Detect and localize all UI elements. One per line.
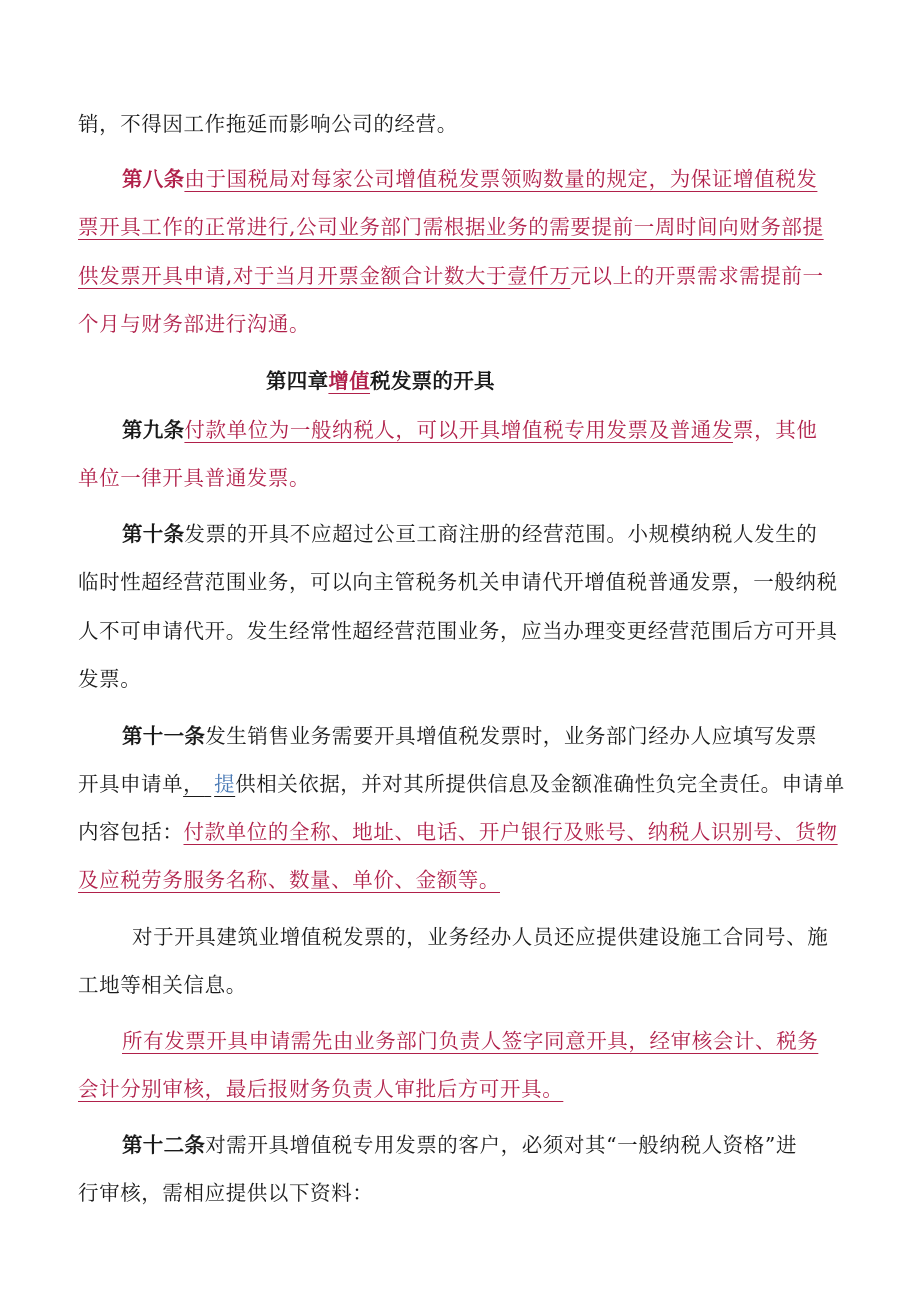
chapter-4-heading (266, 367, 495, 395)
text: 行审核，需相应提供以下资料： (78, 1181, 374, 1205)
tracked-text: 个月与财务部进行沟通。 (78, 312, 311, 336)
text: 对需开具增值税专用发票的客户，必须对其“一般纳税人资格”进 (205, 1133, 798, 1157)
article-12-line-1 (122, 1131, 797, 1159)
article-11-line-1 (122, 722, 817, 750)
tracked-space (204, 770, 214, 798)
article-10-heading: 第十条 (122, 522, 185, 546)
article-12-heading: 第十二条 (122, 1133, 206, 1157)
tracked-text: 会计分别审核，最后报财务负责人审批后方可开具。 (78, 1077, 564, 1101)
text: 工地等相关信息。 (78, 973, 247, 997)
text: 发票的开具不应超过公亘工商注册的经营范围。小规模纳税人发生的 (184, 522, 818, 546)
tracked-text: 提 (214, 772, 236, 796)
text: 发生销售业务需要开具增值税发票时，业务部门经办人应填写发票 (205, 724, 818, 748)
article-11-line-2 (78, 770, 845, 798)
article-11-para-3-line-2 (78, 1075, 563, 1103)
tracked-text: 付款单位为一般纳税人，可以开具增值税专用发票及普通发 (184, 418, 734, 442)
article-10-line-3 (78, 617, 838, 645)
text: 对于开具建筑业增值税发票的，业务经办人员还应提供建设施工合同号、施 (132, 925, 829, 949)
article-9-line-1 (122, 416, 817, 444)
article-9-heading: 第九条 (122, 418, 185, 442)
article-8-line-3 (78, 262, 824, 290)
article-11-line-4 (78, 866, 500, 894)
tracked-text: 由于国税局对每家公司增值税发票领购数量的规定，为保证增值税发 (184, 167, 818, 191)
article-11-para-2-line-1 (132, 923, 828, 951)
article-11-heading: 第十一条 (122, 724, 206, 748)
tracked-text: 及应税劳务服务名称、数量、单价、金额等。 (78, 868, 500, 892)
tracked-text: 单位一律开具普通发票。 (78, 466, 311, 490)
tracked-text: 付款单位的全称、地址、电话、开户银行及账号、纳税人识别号、货物 (183, 820, 838, 844)
text: 销，不得因工作拖延而影响公司的经营。 (78, 112, 458, 136)
chapter-number: 第四章 (266, 369, 329, 393)
continuation-line (78, 110, 458, 138)
article-9-line-2 (78, 464, 310, 492)
text: 供相关依据，并对其所提供信息及金额准确性负完全责任。申请单 (235, 772, 845, 796)
article-8-heading: 第八条 (122, 167, 185, 191)
tracked-text: 票开具工作的正常进行,公司业务部门需根据业务的需要提前一周时间向财务部提 (78, 215, 824, 239)
tracked-text: ， (183, 772, 205, 796)
article-11-para-3-line-1 (122, 1027, 818, 1055)
article-10-line-1 (122, 520, 817, 548)
tracked-text: 增值 (328, 369, 371, 393)
article-11-para-2-line-2 (78, 971, 247, 999)
article-8-line-4 (78, 310, 310, 338)
article-12-line-2 (78, 1179, 373, 1207)
article-10-line-2 (78, 568, 838, 596)
text: 人不可申请代开。发生经常性超经营范围业务，应当办理变更经营范围后方可开具 (78, 619, 838, 643)
chapter-title: 税发票的开具 (370, 369, 495, 393)
article-10-line-4 (78, 665, 141, 693)
tracked-text: 元以上的开票需求需提前一 (570, 264, 824, 288)
tracked-text: 票，其他 (733, 418, 818, 442)
article-8-line-1 (122, 165, 817, 193)
text: 开具申请单 (78, 772, 184, 796)
tracked-text: 所有发票开具申请需先由业务部门负责人签字同意开具，经审核会计、税务 (122, 1029, 819, 1053)
text: 内容包括： (78, 820, 184, 844)
text: 发票。 (78, 667, 142, 691)
text: 临时性超经营范围业务，可以向主管税务机关申请代开增值税普通发票，一般纳税 (78, 570, 838, 594)
article-11-line-3 (78, 818, 838, 846)
tracked-text: 供发票开具申请,对于当月开票金额合计数大于壹仟万 (78, 264, 571, 288)
article-8-line-2 (78, 213, 824, 241)
